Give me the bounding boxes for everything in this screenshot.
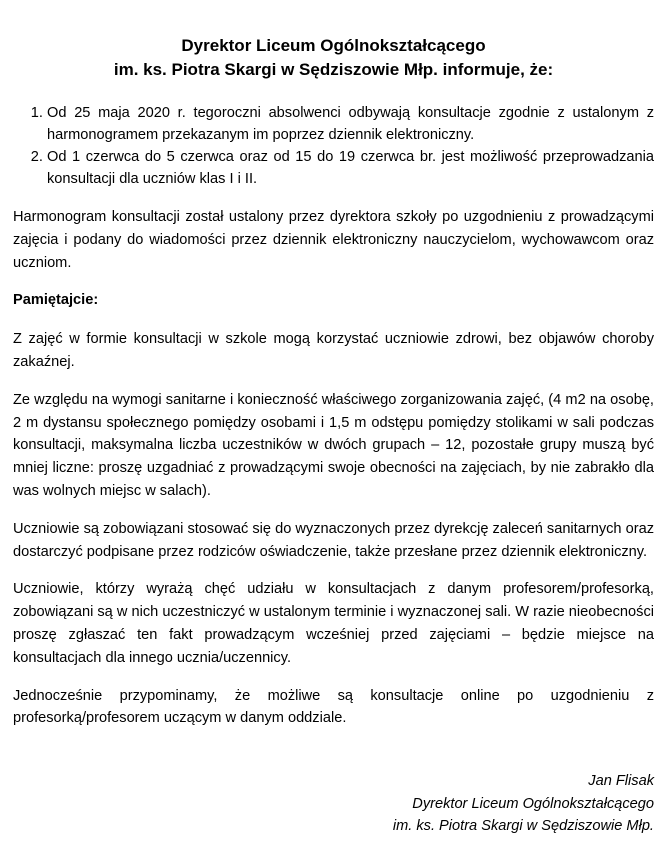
title-line-2: im. ks. Piotra Skargi w Sędziszowie Młp. informuje, że: [113, 60, 554, 79]
signature-name: Jan Flisak [588, 773, 654, 789]
online-consultations-paragraph: Jednocześnie przypominamy, że możliwe są konsultacje online po uzgodnieniu z profesorką/profesorem uczącym w danym oddziale. [13, 687, 654, 727]
participation-paragraph: Uczniowie, którzy wyrażą chęć udziału w konsultacjach z danym profesorem/profesorką, zobowiązani są w nich uczestniczyć w ustalonym terminie i wyznaczonej sali. W razie nieobecności proszę zgłaszać ten fakt prowadzącym wcześniej przed zajęciami – będzie miejsce na konsultacjach dla innego ucznia/uczennicy. [13, 581, 654, 666]
document-title [13, 34, 654, 82]
obligations-paragraph: Uczniowie są zobowiązani stosować się do wyznaczonych przez dyrekcję zaleceń sanitarnych oraz dostarczyć podpisane przez rodziców oświadczenie, także przesłane przez dziennik elektroniczny. [13, 520, 654, 560]
schedule-paragraph: Harmonogram konsultacji został ustalony przez dyrektora szkoły po uzgodnieniu z prowadzącymi zajęcia i podany do wiadomości przez dziennik elektroniczny nauczycielom, wychowawcom oraz uczniom. [13, 209, 654, 271]
remember-label: Pamiętajcie: [13, 292, 99, 309]
list-item: 2. Od 1 czerwca do 5 czerwca oraz od 15 do 19 czerwca br. jest możliwość przeprowadzania konsultacji dla uczniów klas I i II. [47, 146, 654, 190]
title-line-1: Dyrektor Liceum Ogólnokształcącego [181, 36, 486, 55]
sanitary-requirements-paragraph: Ze względu na wymogi sanitarne i konieczność właściwego zorganizowania zajęć, (4 m2 na osobę, 2 m dystansu społecznego pomiędzy osobami i 1,5 m odstępu pomiędzy stolikami w sali podczas konsultacji, maksymalna liczba uczestników w dwóch grupach – 12, pozostałe grupy muszą być mniej liczne: proszę uzgadniać z prowadzącymi swoje obecności na zajęciach, by nie zabrakło dla was wolnych miejsc w salach). [13, 391, 654, 499]
signature-role: Dyrektor Liceum Ogólnokształcącego [412, 795, 654, 812]
numbered-list [13, 102, 654, 190]
signature-block [393, 770, 654, 838]
announcement-document [13, 34, 654, 745]
list-item: 1. Od 25 maja 2020 r. tegoroczni absolwenci odbywają konsultacje zgodnie z ustalonym z harmonogramem przekazanym im poprzez dziennik elektroniczny. [47, 102, 654, 146]
signature-school: im. ks. Piotra Skargi w Sędziszowie Młp. [392, 818, 654, 834]
healthy-students-paragraph: Z zajęć w formie konsultacji w szkole mogą korzystać uczniowie zdrowi, bez objawów choroby zakaźnej. [13, 331, 654, 370]
